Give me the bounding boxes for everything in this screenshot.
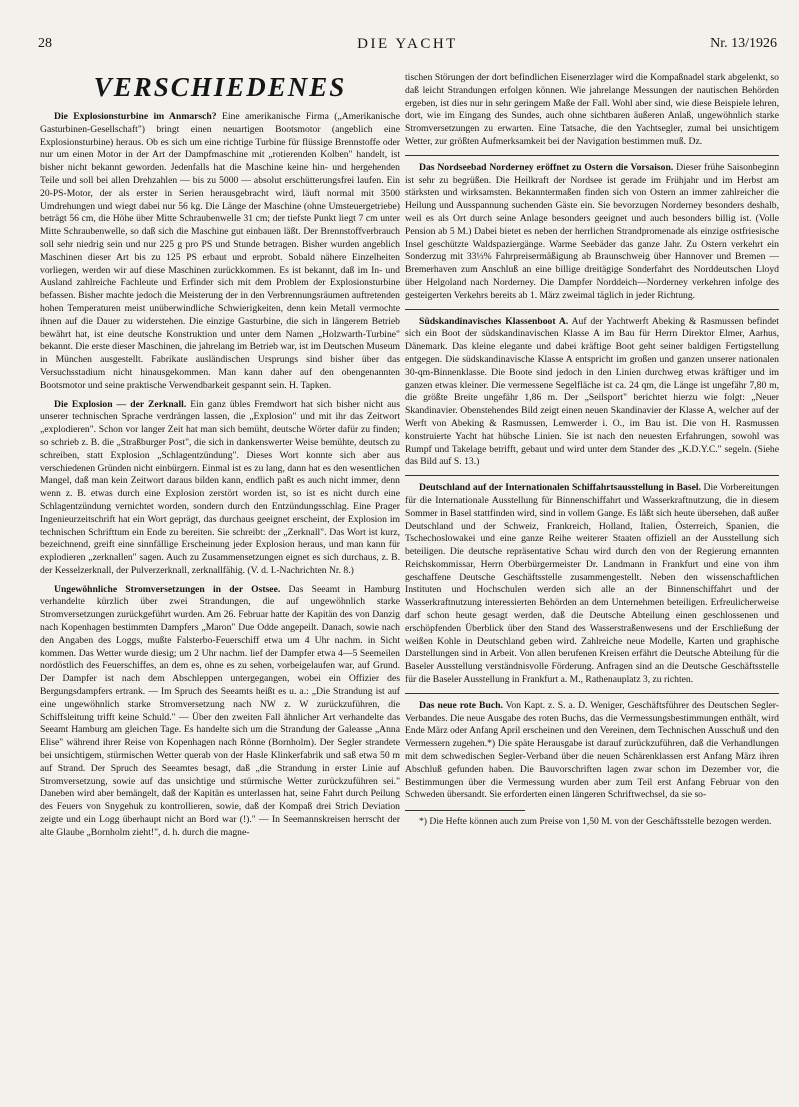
page-number: 28 — [38, 36, 52, 51]
page-header — [38, 36, 777, 56]
divider — [405, 475, 779, 476]
article-body: Das Seeamt in Hamburg verhandelte kürzlich über zwei Strandungen, die auf ungewöhnlich starke Stromversetzungen zurückgeführt wurden. Am 26. Februar hatte der Kapitän des von Danzig nach Kopenhagen bestimmten Dampfers „Maron" Due Odde angepeilt. Danach, sowie nach den Angaben des Loggs, mußte Falsterbo-Feuerschiff etwa um 4 Uhr nachm. in Sicht kommen. Das Wetter wurde diesig; um 2 Uhr nachm. lief der Dampfer etwa 4—5 Seemeilen nordöstlich des Feuerschiffes, an dem es, ohne es zu sehen, vorbeigelaufen war, auf Grund. Der Dampfer ist nach dem Abschleppen untergegangen, wobei ein Offizier des Bergungsdampfers ertrank. — Im Spruch des Seeamts heißt es u. a.: „Die Strandung ist auf eine ungewöhnlich starke Stromversetzung nach NW z. W zurückzuführen, die Schiffsleitung trifft keine Schuld." — Über den zweiten Fall ähnlicher Art verhandelte das Seeamt Hamburg am gleichen Tage. Es handelte sich um die Strandung der Galeasse „Anna Elise" während ihrer Reise von Kopenhagen nach Rönne (Bornholm). Der Segler strandete bei unsichtigem, stürmischen Wetter querab von der Hasle Klinkerfabrik und saß etwa 50 m auf Strand. Der Spruch des Seeamtes besagt, daß „die Strandung in erster Linie auf Stromversetzung, sowie auf das unsichtige und stürmische Wetter zurückzuführen sei." Daneben wird aber bemängelt, daß der Kapitän es unterlassen hat, seine Fahrt durch Peilung des Feuers von Snygehuk zu kontrollieren, sowie, daß der Kompaß drei Strich Deviation zeigte und ein Logg überhaupt nicht an Bord war (!)." — In Seemannskreisen herrscht der alte Glaube „Bornholm zieht!", d. h. durch die magne- — [40, 583, 401, 838]
article-paragraph — [40, 111, 400, 393]
article-paragraph — [405, 72, 779, 149]
article-paragraph — [405, 316, 779, 470]
article-paragraph — [405, 162, 779, 303]
running-title: DIE YACHT — [357, 36, 458, 52]
article-rotebuch — [405, 700, 779, 802]
footnote — [405, 816, 779, 829]
article-headline: Ungewöhnliche Stromversetzungen in der Ostsee. — [54, 583, 281, 595]
footnote-divider — [405, 810, 525, 811]
article-norderney — [405, 162, 779, 303]
article-headline: Das Nordseebad Norderney eröffnet zu Ostern die Vorsaison. — [419, 161, 674, 173]
right-column — [405, 72, 779, 829]
article-klassenboot — [405, 316, 779, 470]
article-body: Die Vorbereitungen für die Internationale Ausstellung für Binnenschiffahrt und Wasserkraftnutzung, die in diesem Sommer in Basel stattfinden wird, sind in vollem Gange. Es läßt sich heute übersehen, daß außer Deutschland und der Schweiz, Frankreich, Holland, Italien, Österreich, Spanien, die Tschechoslowakei und eine ganze Reihe weiterer Staaten offiziell an der Ausstellung sich beteiligen. Die deutsche repräsentative Schau wird durch den von der Regierung ernannten Reichskommissar, Herrn Oberbürgermeister Dr. Landmann in Frankfurt und eine von ihm geschaffene Deutsche Geschäftsstelle zusammengestellt. Neben den wissenschaftlichen Instituten und Hochschulen werden sich alle an der Binnenschiffahrt und der Wasserkraftnutzung interessierten Behörden an dem Unternehmen beteiligen. Erfreulicherweise darf schon heute gesagt werden, daß die Deutsche Abteilung einen geschlossenen und erschöpfenden Überblick über den Stand des Wasserstraßenwesens und der Erschließung der weißen Kohle in Deutschland geben wird. Zahlreiche neue Modelle, Karten und graphische Darstellungen sind in Arbeit. Von allen berufenen Kreisen erfährt die Deutsche Abteilung für die Baseler Ausstellung verständnisvolle Förderung. Anfragen sind an die Deutsche Geschäftsstelle für die Baseler Ausstellung in Frankfurt a. M., Rathenauplatz 3, zu richten. — [405, 482, 779, 686]
divider — [405, 155, 779, 156]
article-paragraph — [405, 700, 779, 802]
left-column — [40, 70, 400, 846]
section-title: VERSCHIEDENES — [93, 72, 347, 102]
article-headline: Südskandinavisches Klassenboot A. — [419, 315, 569, 327]
article-body: Von Kapt. z. S. a. D. Weniger, Geschäftsführer des Deutschen Segler-Verbandes. Die neue Ausgabe des roten Buchs, das die Vermessungsbestimmungen enthält, wird Ende März oder Anfang April erscheinen und den Vereinen, dem Technischen Ausschuß und den Vermessern zugehen.*) Die späte Herausgabe ist darauf zurückzuführen, daß die Verhandlungen mit dem schwedischen Segler-Verband über die neuen Schärenklassen erst Anfang März ihren Abschluß gefunden haben. Die Bauvorschriften lagen zwar schon im Dezember vor, die Bestimmungen über die Vermessung wurden aber zum Teil erst Anfang Februar von den Schweden übersandt. Sie erforderten einen längeren Schriftwechsel, da sie so- — [405, 699, 779, 801]
article-headline: Deutschland auf der Internationalen Schiffahrtsausstellung in Basel. — [419, 482, 701, 494]
issue-number: Nr. 13/1926 — [710, 36, 777, 51]
article-body: tischen Störungen der dort befindlichen Eisenerzlager wird die Kompaßnadel stark abgelenkt, so daß leicht Strandungen erfolgen können. Wie jahrelange Messungen der nautischen Behörden ergeben, ist dies nur in sehr geringem Maße der Fall. Wohl aber sind, wie diese Beispiele lehren, dort, wie im Eingang des Sundes, auch ohne sichtbaren äußeren Anlaß, ungewöhnlich starke Stromversetzungen zu erwarten. Eine Tatsache, die den Yachtsegler, zumal bei unsichtigem Wetter, zur größten Aufmerksamkeit bei der Navigation bestimmen muß. Dz. — [405, 72, 779, 147]
article-headline: Das neue rote Buch. — [419, 699, 503, 711]
article-stromversetzungen — [40, 584, 400, 840]
article-body: Dieser frühe Saisonbeginn ist sehr zu begrüßen. Die Heilkraft der Nordsee ist gerade im Frühjahr und im Herbst am stärksten und wirksamsten. Bekanntermaßen finden sich von Ostern an immer zahlreicher die Heilung und Ausspannung suchenden Gäste ein. Sie bevorzugen Norderney besonders deshalb, weil es als Ort durch seine Anlage besonders geeignet und auch besonders billig ist. (Volle Pension ab 5 M.) Dabei bietet es neben der herrlichen Strandpromenade als einzige ostfriesische Insel geschützte Waldspaziergänge. Warme Seebäder das ganze Jahr. Zu Ostern verkehrt ein Sonderzug mit 33⅓% Fahrpreisermäßigung ab Braunschweig über Hannover und Bremen — Bremerhaven zum Anschluß an eine billige dreitägige Sonderfahrt des Norddeutschen Lloyd über Helgoland nach Norderney. Die Dampfer Norddeich—Norderney verkehren infolge des gesteigerten Verkehrs bereits ab 1. März zweimal täglich in jeder Richtung. — [405, 161, 780, 301]
divider — [405, 309, 779, 310]
article-headline: Die Explosionsturbine im Anmarsch? — [54, 111, 217, 122]
article-body: Auf der Yachtwerft Abeking & Rasmussen befindet sich ein Boot der südskandinavischen Klasse A im Bau für Herrn Direktor Elmer, Aarhus, Dänemark. Das kleine elegante und dabei kräftige Boot geht seiner baldigen Fertigstellung entgegen. Die südskandinavische Klasse A entspricht im großen und ganzen unserer nationalen 30-qm-Binnenklasse. Die Boote sind jedoch in den Linien durchweg etwas kräftiger und im ganzen etwas kleiner. Die vermessene Segelfläche ist ca. 24 qm, die Länge ist ungefähr 7,80 m, die größte Breite ungefähr 1,86 m. Der „Seilsport" berichtet hierzu wie folgt: „Neuer Skandinavier. Obenstehendes Bild zeigt einen neuen Skandinavier der Klasse A, welcher auf der Werft von Abeking & Rasmussen, Lemwerder i. O., im Bau ist. Die von H. Rasmussen konstruierte Yacht hat hübsche Linien. Sie ist nach den neuesten Erfahrungen, sowohl was Rumpf und Takelage betrifft, gebaut und wird unter dem Stander des „K.D.Y.C." segeln. (Siehe das Bild auf S. 13.) — [405, 315, 779, 468]
article-headline: Die Explosion — der Zerknall. — [54, 398, 187, 410]
article-body: Ein ganz übles Fremdwort hat sich bisher nicht aus unserer technischen Sprache verdrängen lassen, die „Explosion" und mit ihr das Zeitwort „explodieren". Schon vor langer Zeit hat man sich bemüht, deutsche Wörter dafür zu finden; so schrieb z. B. die „Straßburger Post", die sich in dankenswerter Weise bemühte, deutsch zu schreiben, statt Explosion „Schlagentzündung". Dieses Wort konnte sich aber aus verschiedenen Gründen nicht einbürgern. Einmal ist es zu lang, dann hat es den wesentlichen Mangel, daß man kein Zeitwort daraus bilden kann, endlich paßt es auch nicht immer, denn wenn z. B. etwas durch eine Explosion zerstört worden ist, so ist es nicht durch eine Schlagentzündung vernichtet worden, sondern durch den Entzündungsschlag. Eine Prager Ingenieurzeitschrift hat ein Wort geprägt, das durchaus geeignet erscheint, der Explosion im technischen Schrifttum ein Ende zu bereiten. Sie schreibt: der „Zerknall". Das Wort ist kurz, bezeichnend, greift eine sinnfällige Erscheinung jeder Explosion heraus, und man kann für explodieren „zerknallen" sagen. Auch zu Zusammensetzungen eignet es sich durchaus, z. B. der Kesselzerknall, der Pulverzerknall, zerknallfähig. (V. d. I.-Nachrichten Nr. 8.) — [40, 398, 400, 576]
article-explosion — [40, 399, 400, 578]
article-paragraph — [40, 584, 400, 840]
article-stromversetzungen-continued — [405, 72, 779, 149]
article-explosionsturbine — [40, 111, 400, 393]
article-basel — [405, 482, 779, 687]
article-paragraph — [40, 399, 400, 578]
footnote-text: *) Die Hefte können auch zum Preise von 1,50 M. von der Geschäftsstelle bezogen werden. — [419, 816, 772, 828]
article-body: Eine amerikanische Firma („Amerikanische Gasturbinen-Gesellschaft") bringt einen neuartigen Bootsmotor (angeblich eine Explosionsturbine) heraus. Ob es sich um eine richtige Turbine für flüssige Brennstoffe oder nur um einen Motor in der Art der Dampfmaschine mit „rotierenden Kolben" handelt, ist bisher nicht bekannt geworden. Jedenfalls hat die Maschine keine hin- und hergehenden Teile und soll bei allen Drehzahlen — bis zu 5000 — absolut erschütterungsfrei laufen. Ein 20-PS-Motor, der als erster in Serien herausgebracht wird, läuft normal mit 3500 Umdrehungen und wiegt dabei nur 56 kg. Die Länge der Maschine (ohne Umsteuergetriebe) beträgt 56 cm, die Höhe über Mitte Schraubenwelle 31 cm; der tiefste Punkt liegt 7 cm unter Mitte Schraubenwelle, so daß sich die Maschine gut einbauen läßt. Der Brennstoffverbrauch soll sehr niedrig sein und nur 225 g pro PS und Stunde betragen. Bisher wurden angeblich Maschinen dieser Art bis zu 125 PS erbaut und erprobt. Sobald nähere Einzelheiten vorliegen, werden wir auf diese Maschinen zurückkommen. Es ist bekannt, daß im In- und Ausland zahlreiche Fachleute und Erfinder sich mit dem Problem der Explosionsturbine befassen. Bisher machte jedoch die Meisterung der in den Verbrennungsräumen auftretenden hohen Temperaturen meist unüberwindliche Schwierigkeiten, denn kein Metall vermochte ihnen auf die Dauer zu widerstehen. Die einzige Gasturbine, die sich in längerem Betrieb bewährt hat, ist eine deutsche Konstruktion und unter dem Namen „Holzwarth-Turbine" bekannt. Die erste dieser Maschinen, die jahrelang im Betrieb war, ist im Deutschen Museum in München ausgestellt. Fabrikate ausländischen Ursprungs sind bisher über das Versuchsstadium nicht hinausgekommen. Man kann daher auf den obengenannten Bootsmotor und seine praktische Verwendbarkeit gespannt sein. H. Tapken. — [40, 111, 400, 391]
article-paragraph — [405, 482, 779, 687]
divider — [405, 693, 779, 694]
